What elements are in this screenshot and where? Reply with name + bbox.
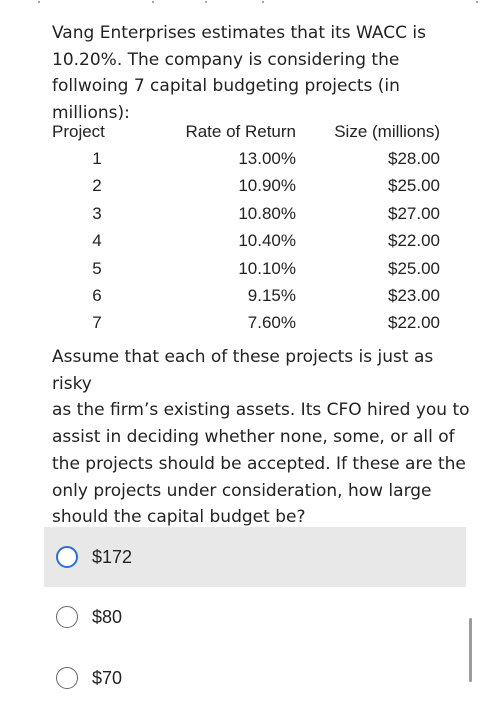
intro-line: follwoing 7 capital budgeting projects (in millions): <box>52 76 400 123</box>
body-line: Assume that each of these projects is just as risky <box>52 347 434 394</box>
table-row <box>52 200 440 227</box>
project-size: $25.00 <box>388 176 440 196</box>
rate-of-return: 9.15% <box>247 286 296 306</box>
answer-option-3[interactable] <box>44 648 466 708</box>
header-project: Project <box>52 121 105 141</box>
project-number: 2 <box>92 176 102 196</box>
answer-option-2[interactable] <box>44 587 466 647</box>
body-line: only projects under consideration, how large <box>52 480 432 501</box>
projects-table <box>52 118 440 337</box>
question-body <box>52 344 472 531</box>
scrollbar[interactable] <box>469 618 472 682</box>
table-row <box>52 228 440 255</box>
project-size: $25.00 <box>388 258 440 278</box>
body-line: the projects should be accepted. If these are the <box>52 453 466 474</box>
answer-option-label: $80 <box>92 606 123 627</box>
question-intro <box>52 20 482 126</box>
radio-button-icon[interactable] <box>56 667 78 689</box>
answer-option-label: $172 <box>92 546 133 567</box>
project-size: $23.00 <box>388 286 440 306</box>
answer-option-label: $70 <box>92 667 123 688</box>
body-line: should the capital budget be? <box>52 507 306 528</box>
intro-line: Vang Enterprises estimates that its WACC is <box>52 23 426 43</box>
project-number: 4 <box>92 231 102 251</box>
header-size: Size (millions) <box>334 121 440 141</box>
radio-button-icon[interactable] <box>56 606 78 628</box>
project-number: 5 <box>92 258 102 278</box>
table-row <box>52 310 440 337</box>
project-size: $22.00 <box>388 231 440 251</box>
top-edge-marks <box>0 0 494 6</box>
project-number: 3 <box>92 203 102 223</box>
project-size: $27.00 <box>388 203 440 223</box>
rate-of-return: 7.60% <box>247 313 296 333</box>
rate-of-return: 10.10% <box>238 258 296 278</box>
rate-of-return: 13.00% <box>238 149 296 169</box>
table-row <box>52 173 440 200</box>
table-row <box>52 145 440 172</box>
rate-of-return: 10.90% <box>238 176 296 196</box>
rate-of-return: 10.40% <box>238 231 296 251</box>
project-number: 7 <box>92 313 102 333</box>
table-header-row <box>52 118 440 145</box>
header-rate-of-return: Rate of Return <box>185 121 296 141</box>
intro-line: 10.20%. The company is considering the <box>52 49 400 70</box>
project-number: 1 <box>92 149 102 169</box>
table-row <box>52 255 440 282</box>
body-line: as the firm’s existing assets. Its CFO hired you to <box>52 400 470 421</box>
radio-button-icon[interactable] <box>56 546 78 568</box>
answer-option-1[interactable] <box>44 527 466 587</box>
project-number: 6 <box>92 286 102 306</box>
table-row <box>52 282 440 309</box>
rate-of-return: 10.80% <box>238 203 296 223</box>
project-size: $28.00 <box>388 149 440 169</box>
project-size: $22.00 <box>388 313 440 333</box>
body-line: assist in deciding whether none, some, or all of <box>52 427 455 448</box>
